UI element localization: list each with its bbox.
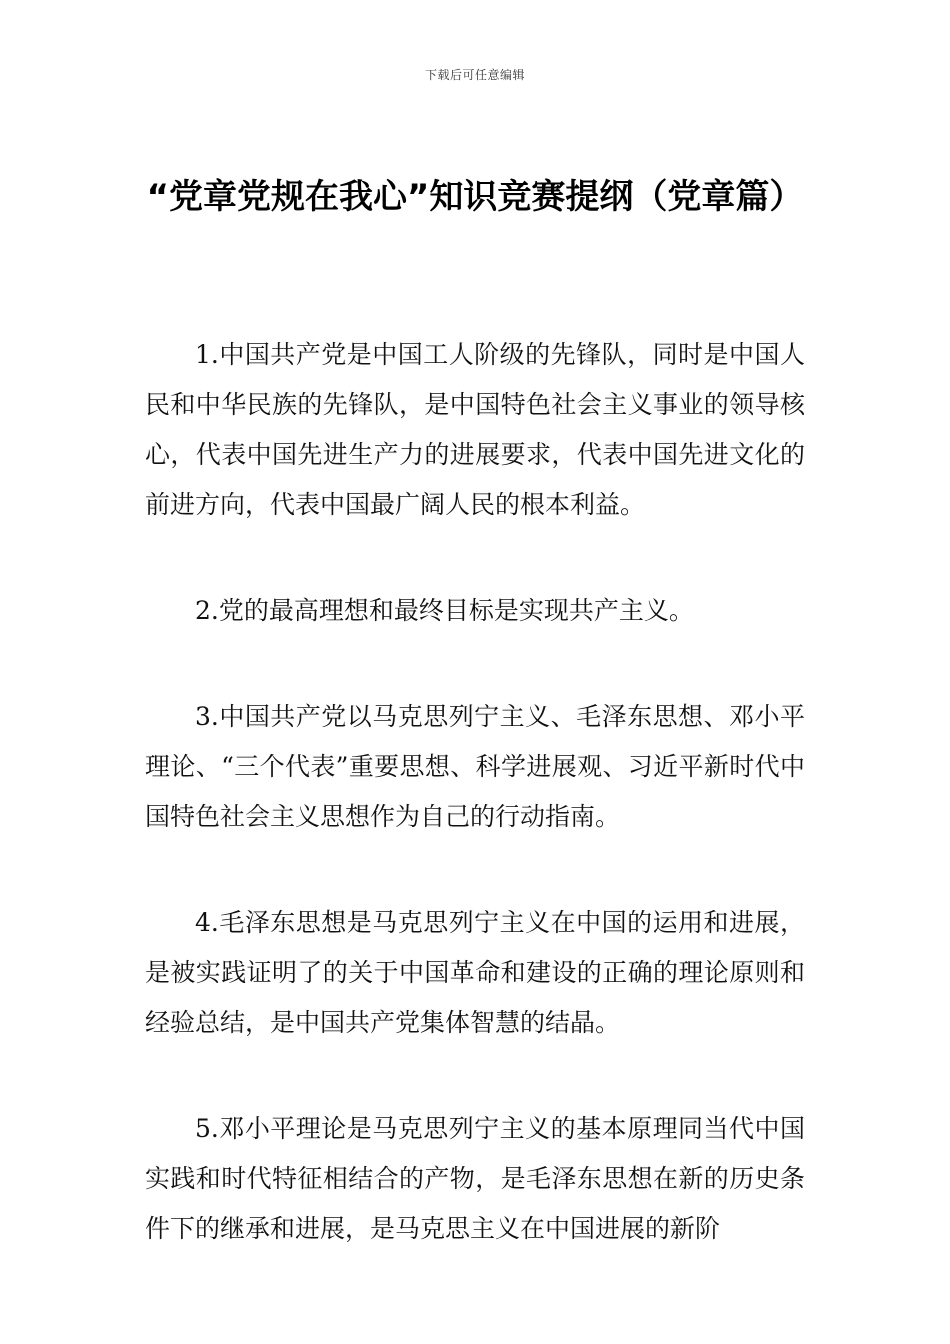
paragraph-3: 3.中国共产党以马克思列宁主义、毛泽东思想、邓小平理论、“三个代表”重要思想、科学进展观、习近平新时代中国特色社会主义思想作为自己的行动指南。 (145, 702, 805, 831)
paragraph-2: 2.党的最高理想和最终目标是实现共产主义。 (195, 596, 694, 625)
document-title: “党章党规在我心”知识竞赛提纲（党章篇） (146, 177, 804, 217)
paragraph-4: 4.毛泽东思想是马克思列宁主义在中国的运用和进展，是被实践证明了的关于中国革命和建设的正确的理论原则和经验总结，是中国共产党集体智慧的结晶。 (145, 908, 805, 1037)
paragraph-5: 5.邓小平理论是马克思列宁主义的基本原理同当代中国实践和时代特征相结合的产物，是毛泽东思想在新的历史条件下的继承和进展，是马克思主义在中国进展的新阶 (145, 1114, 805, 1243)
header-note: 下载后可任意编辑 (424, 68, 525, 82)
paragraph-1: 1.中国共产党是中国工人阶级的先锋队，同时是中国人民和中华民族的先锋队，是中国特色社会主义事业的领导核心，代表中国先进生产力的进展要求，代表中国先进文化的前进方向，代表中国最广阔人民的根本利益。 (145, 340, 805, 519)
document-body (145, 330, 805, 1310)
